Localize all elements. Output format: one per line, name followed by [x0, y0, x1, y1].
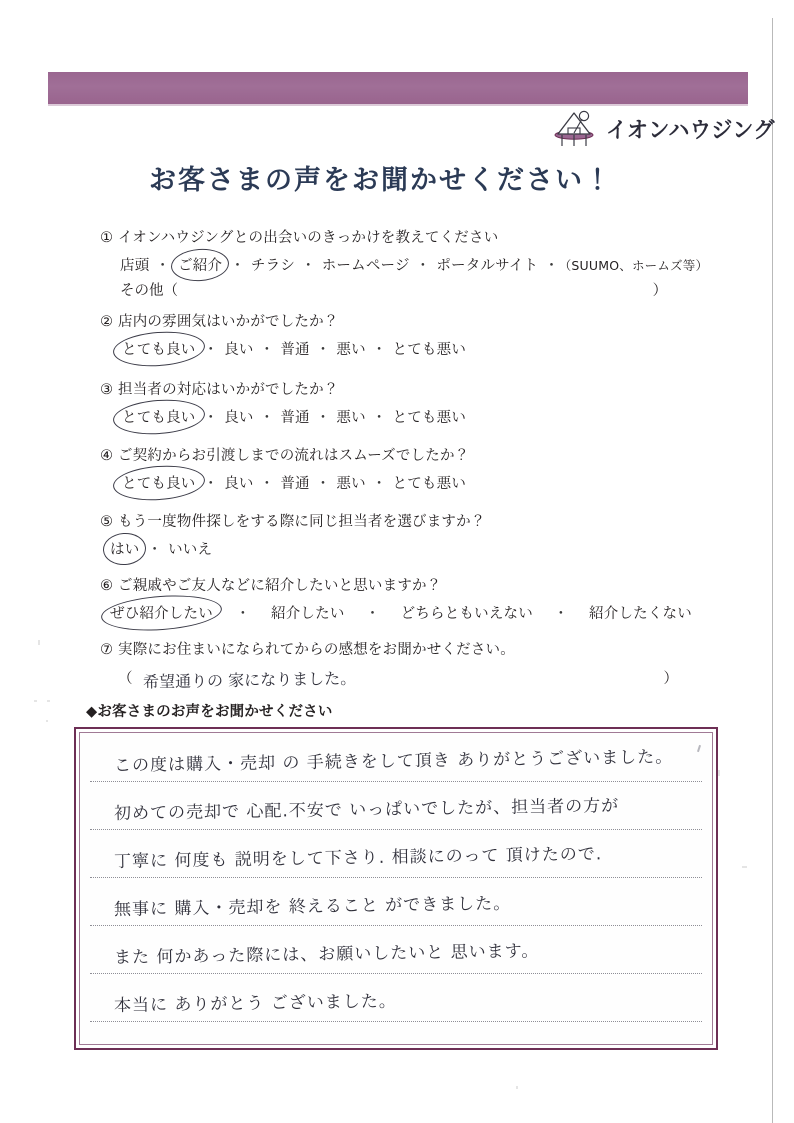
voice-line: また 何かあった際には、お願いしたいと 思います。 — [113, 941, 540, 968]
option-totemo-yoi-selected[interactable]: とても良い — [120, 472, 198, 493]
other-close-paren: ） — [652, 283, 668, 299]
option-separator: ・ — [147, 542, 163, 558]
option-separator: ・ — [371, 476, 387, 492]
rule-line — [90, 925, 702, 926]
question-6-text — [100, 574, 692, 595]
option-separator: ・ — [259, 476, 275, 492]
option-iie[interactable]: いいえ — [168, 542, 213, 558]
question-4-options — [100, 472, 469, 493]
question-7-label: 実際にお住まいになられてからの感想をお聞かせください。 — [118, 642, 515, 658]
company-logo — [552, 108, 775, 150]
question-2 — [100, 310, 466, 359]
question-7-text — [100, 638, 678, 659]
option-separator: ・ — [415, 258, 431, 274]
question-1-options — [100, 254, 708, 275]
voice-line: 本当に ありがとう ございました。 — [113, 991, 397, 1016]
scan-speckle — [516, 1086, 518, 1089]
question-3 — [100, 378, 466, 427]
logo-wordmark: イオンハウジング — [606, 117, 775, 143]
option-warui[interactable]: 悪い — [336, 342, 366, 358]
question-4-text — [100, 444, 469, 465]
ink-stray-mark — [697, 745, 701, 752]
option-hai-selected[interactable]: はい — [108, 538, 141, 559]
question-1 — [100, 226, 708, 300]
option-chirashi[interactable]: チラシ — [250, 258, 296, 274]
scan-speckle — [38, 640, 40, 645]
option-dochiratomo-ienai[interactable]: どちらともいえない — [400, 606, 533, 622]
question-3-text — [100, 378, 466, 399]
question-3-number: ③ — [100, 382, 114, 398]
voice-section-heading: ◆お客さまのお声をお聞かせください — [86, 704, 333, 720]
question-7-answer[interactable]: 希望通りの 家になりました。 — [142, 668, 356, 692]
option-separator: ・ — [259, 410, 275, 426]
option-separator: ・ — [301, 258, 316, 274]
question-1-text — [100, 226, 708, 247]
option-yoi[interactable]: 良い — [224, 476, 254, 492]
option-separator: ・ — [315, 342, 331, 358]
question-2-label: 店内の雰囲気はいかがでしたか？ — [118, 314, 339, 330]
question-7-number: ⑦ — [100, 642, 114, 658]
option-separator: ・ — [203, 342, 219, 358]
voice-comment-box-inner — [79, 732, 713, 1045]
question-5-label: もう一度物件探しをする際に同じ担当者を選びますか？ — [118, 514, 486, 530]
question-6-number: ⑥ — [100, 578, 114, 594]
option-separator: ・ — [544, 258, 559, 274]
voice-line: この度は購入・売却 の 手続きをして頂き ありがとうございました。 — [113, 747, 674, 776]
option-goshoukai-selected[interactable]: ご紹介 — [176, 254, 224, 275]
option-separator: ・ — [538, 606, 584, 622]
option-futsuu[interactable]: 普通 — [280, 342, 310, 358]
option-futsuu[interactable]: 普通 — [280, 476, 310, 492]
option-totemo-yoi-selected[interactable]: とても良い — [120, 406, 198, 427]
option-shoukai-shitai[interactable]: 紹介したい — [271, 606, 345, 622]
question-2-number: ② — [100, 314, 114, 330]
question-6-label: ご親戚やご友人などに紹介したいと思いますか？ — [118, 578, 442, 594]
option-separator: ・ — [371, 342, 387, 358]
question-5-number: ⑤ — [100, 514, 114, 530]
option-futsuu[interactable]: 普通 — [280, 410, 310, 426]
option-totemo-warui[interactable]: とても悪い — [392, 410, 467, 426]
question-6-options — [100, 602, 692, 623]
option-separator: ・ — [220, 606, 266, 622]
option-yoi[interactable]: 良い — [224, 410, 254, 426]
other-label: その他（ — [120, 283, 178, 299]
scan-speckle — [47, 700, 50, 702]
rule-line — [90, 973, 702, 974]
voice-comment-box[interactable] — [74, 727, 718, 1050]
scan-speckle — [34, 700, 37, 702]
option-portal-examples: （SUUMO、ホームズ等） — [564, 258, 709, 273]
option-separator: ・ — [203, 410, 219, 426]
option-separator: ・ — [315, 410, 331, 426]
question-2-text — [100, 310, 466, 331]
scan-speckle — [718, 770, 720, 776]
question-1-number: ① — [100, 230, 114, 246]
option-shoukai-shitakunai[interactable]: 紹介したくない — [589, 606, 692, 622]
option-separator: ・ — [371, 410, 387, 426]
option-totemo-warui[interactable]: とても悪い — [392, 342, 467, 358]
option-totemo-yoi-selected[interactable]: とても良い — [120, 338, 198, 359]
answer-close-paren: ） — [663, 671, 678, 687]
voice-line: 無事に 購入・売却を 終えること ができました。 — [113, 893, 512, 920]
question-6 — [100, 574, 692, 623]
option-tento[interactable]: 店頭 — [120, 258, 150, 274]
voice-line: 丁寧に 何度も 説明をして下さり. 相談にのって 頂けたので. — [113, 844, 603, 872]
header-banner — [48, 72, 748, 104]
page-title: お客さまの声をお聞かせください！ — [149, 165, 613, 196]
rule-line — [90, 877, 702, 878]
voice-line: 初めての売却で 心配.不安で いっぱいでしたが、担当者の方が — [113, 796, 620, 824]
house-pavilion-icon — [552, 109, 600, 149]
question-1-label: イオンハウジングとの出会いのきっかけを教えてください — [118, 230, 499, 246]
question-7-answer-row — [100, 665, 678, 692]
scan-page-margin — [786, 0, 794, 1123]
option-separator: ・ — [315, 476, 331, 492]
scan-page-edge — [772, 18, 773, 1123]
option-separator: ・ — [230, 258, 245, 274]
option-separator: ・ — [259, 342, 275, 358]
option-warui[interactable]: 悪い — [336, 410, 366, 426]
option-separator: ・ — [350, 606, 395, 622]
option-warui[interactable]: 悪い — [336, 476, 366, 492]
option-totemo-warui[interactable]: とても悪い — [392, 476, 467, 492]
scan-speckle — [46, 720, 48, 722]
option-separator: ・ — [203, 476, 219, 492]
scan-speckle — [742, 866, 747, 868]
question-5 — [100, 510, 486, 559]
option-homepage[interactable]: ホームページ — [321, 258, 410, 274]
question-2-options — [100, 338, 466, 359]
rule-line — [90, 781, 702, 782]
rule-line — [90, 829, 702, 830]
question-5-text — [100, 510, 486, 531]
question-3-label: 担当者の対応はいかがでしたか？ — [118, 382, 339, 398]
question-4 — [100, 444, 469, 493]
rule-line — [90, 1021, 702, 1022]
option-yoi[interactable]: 良い — [224, 342, 254, 358]
question-4-number: ④ — [100, 448, 114, 464]
question-7 — [100, 638, 678, 692]
option-zehi-shoukai-shitai-selected[interactable]: ぜひ紹介したい — [108, 602, 215, 623]
answer-open-paren: （ — [118, 671, 133, 687]
question-3-options — [100, 406, 466, 427]
option-separator: ・ — [155, 258, 171, 274]
option-portal-site[interactable]: ポータルサイト — [436, 258, 539, 274]
question-5-options — [100, 538, 486, 559]
question-4-label: ご契約からお引渡しまでの流れはスムーズでしたか？ — [118, 448, 470, 464]
question-1-other-row — [100, 279, 708, 300]
